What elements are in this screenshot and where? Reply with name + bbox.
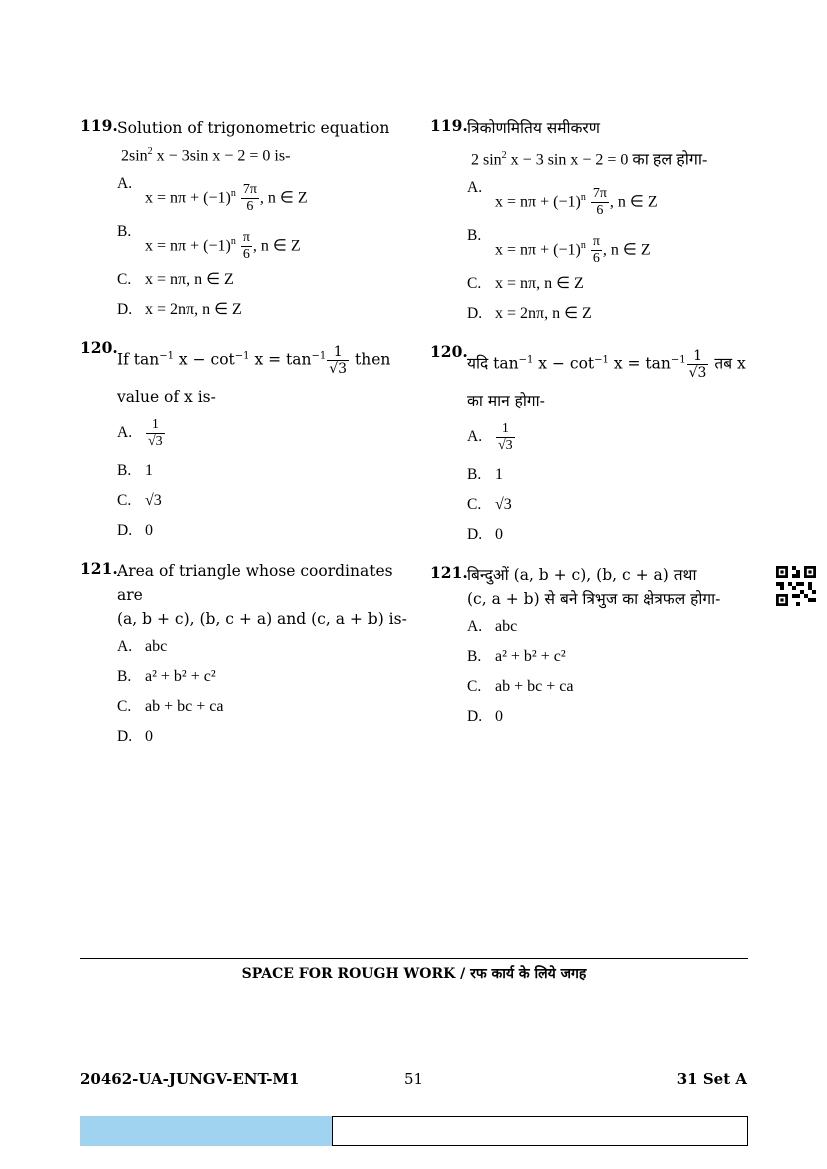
question-statement-line2: (a, b + c), (b, c + a) and (c, a + b) is- [117,610,407,629]
option-a[interactable]: A. $x = n\pi + (-1)^n$ $\frac{7\pi}{6}$ , n ∈ Z [117,175,308,215]
option-b[interactable]: B. a² + b² + c² [467,648,566,666]
equation: $2\sin^2$ x − 3sin x − 2 = 0 is- [121,146,291,165]
question-statement: If $\tan^{-1} x - \cot^{-1} x = \tan^{-1}$ $\frac{1}{√3}$ then [117,344,391,378]
question-statement-line2: value of x is- [117,388,216,407]
option-a[interactable]: A. $x = n\pi + (-1)^n$ $\frac{7\pi}{6}$ , n ∈ Z [467,179,658,219]
page-number: 51 [404,1070,424,1088]
option-d[interactable]: D. 0 [467,526,503,544]
option-d[interactable]: D. x = 2nπ, n ∈ Z [467,305,592,323]
question-120-en [80,338,410,545]
question-119-hi [430,116,760,328]
question-statement-line2: का मान होगा- [467,392,545,411]
qr-code-icon [776,566,816,606]
paper-code: 20462-UA-JUNGV-ENT-M1 [80,1070,300,1088]
hindi-column [430,116,760,745]
rough-work-label: SPACE FOR ROUGH WORK / रफ कार्य के लिये जगह [241,966,587,982]
question-statement: यदि $\tan^{-1} x - \cot^{-1} x = \tan^{-1}$ $\frac{1}{√3}$ तब x [467,348,746,382]
question-121-en [80,559,410,751]
option-d[interactable]: D. 0 [117,728,153,746]
option-c[interactable]: C. √3 [467,496,512,514]
option-c[interactable]: C. ab + bc + ca [117,698,224,716]
option-a[interactable]: A. abc [117,638,168,656]
question-number: 119. [80,116,118,135]
option-a[interactable]: A. abc [467,618,518,636]
option-c[interactable]: C. x = nπ, n ∈ Z [117,271,234,289]
option-b[interactable]: B. 1 [467,466,503,484]
question-statement: बिन्दुओं (a, b + c), (b, c + a) तथा [467,566,697,585]
set-label: 31 Set A [676,1070,747,1088]
question-statement: Area of triangle whose coordinates are [117,562,393,605]
option-c[interactable]: C. x = nπ, n ∈ Z [467,275,584,293]
blank-box [332,1116,748,1146]
question-number: 121. [80,559,118,579]
question-121-hi [430,563,760,731]
question-number: 120. [430,342,468,362]
option-a[interactable]: A. $\frac{1}{√3}$ [117,416,163,449]
question-number: 121. [430,563,468,583]
question-number: 120. [80,338,118,358]
question-120-hi [430,342,760,549]
question-statement: त्रिकोणमितिय समीकरण [467,119,600,137]
question-statement: Solution of trigonometric equation [117,119,390,137]
option-b[interactable]: B. a² + b² + c² [117,668,216,686]
footer-divider [80,958,748,959]
option-c[interactable]: C. ab + bc + ca [467,678,574,696]
option-c[interactable]: C. √3 [117,492,162,510]
question-number: 119. [430,116,468,135]
option-b[interactable]: B. 1 [117,462,153,480]
option-b[interactable]: B. $x = n\pi + (-1)^n$ $\frac{\pi}{6}$ , n ∈ Z [467,227,651,267]
option-b[interactable]: B. $x = n\pi + (-1)^n$ $\frac{\pi}{6}$ , n ∈ Z [117,223,301,263]
option-d[interactable]: D. 0 [467,708,503,726]
blue-bar [80,1116,332,1146]
english-column [80,116,410,765]
option-d[interactable]: D. x = 2nπ, n ∈ Z [117,301,242,319]
equation: 2 $\sin^2 x - 3$ sin x − 2 = 0 का हल होगा- [471,150,708,169]
question-119-en [80,116,410,324]
option-d[interactable]: D. 0 [117,522,153,540]
question-statement-line2: (c, a + b) से बने त्रिभुज का क्षेत्रफल होगा- [467,590,721,609]
option-a[interactable]: A. $\frac{1}{√3}$ [467,420,513,453]
